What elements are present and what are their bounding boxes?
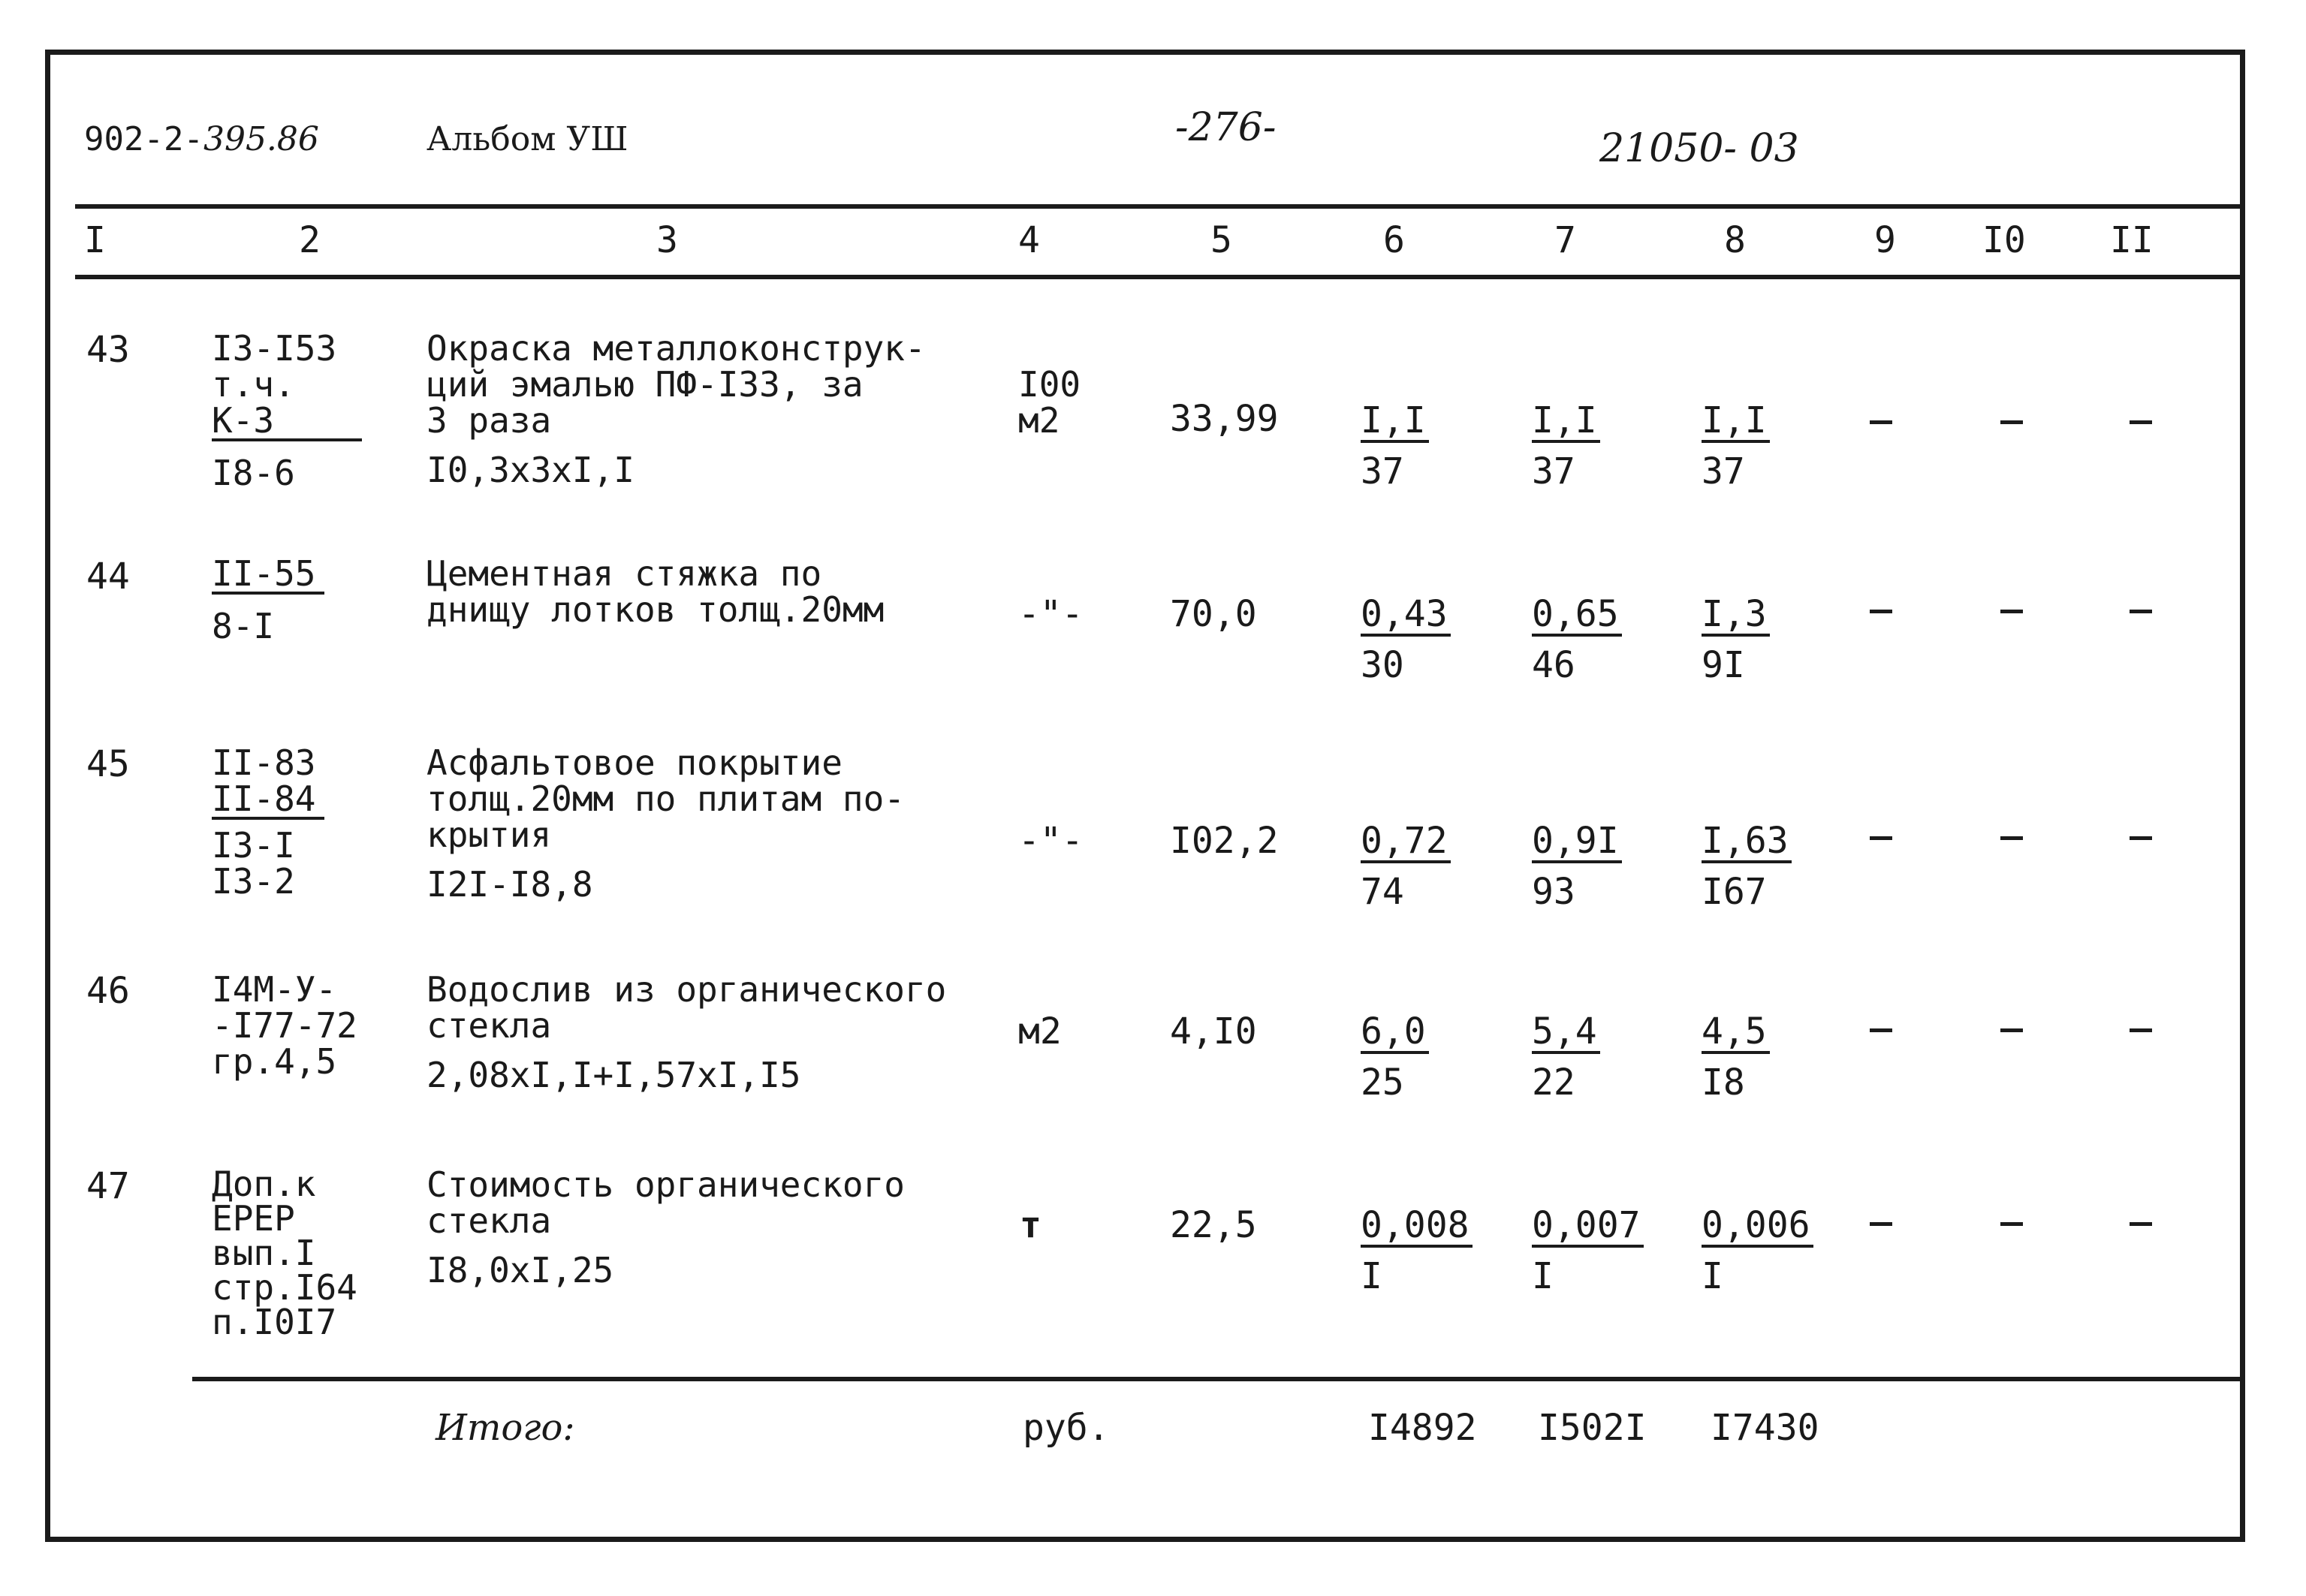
desc-line: днищу лотков толщ.20мм <box>427 589 885 630</box>
cost-col-6 <box>1361 395 1429 497</box>
cost-col-8 <box>1702 1200 1813 1302</box>
cost-col-8 <box>1702 815 1792 917</box>
empty-col-11 <box>2130 420 2152 424</box>
col-5: 5 <box>1210 219 1232 261</box>
unit: -"- <box>1018 820 1084 862</box>
fraction-top: I,3 <box>1702 595 1770 637</box>
fraction-bottom: I67 <box>1702 871 1767 913</box>
desc-line: Цементная стяжка по <box>427 553 822 594</box>
code-line: II-55 <box>212 556 324 595</box>
calc-formula: I8,0xI,25 <box>427 1250 614 1290</box>
code-line: II-84 <box>212 781 324 820</box>
empty-col-10 <box>2000 836 2023 840</box>
code-line: I3-2 <box>212 861 295 902</box>
col-1: I <box>84 219 106 261</box>
fraction-bottom: 37 <box>1532 450 1575 492</box>
quantity: 22,5 <box>1170 1204 1257 1246</box>
empty-col-9 <box>1870 836 1892 840</box>
fraction-top: 0,006 <box>1702 1206 1813 1248</box>
doc-suffix: 395.86 <box>203 120 319 158</box>
desc-line: Асфальтовое покрытие <box>427 742 843 783</box>
empty-col-9 <box>1870 1028 1892 1032</box>
col-4: 4 <box>1018 219 1040 261</box>
code-line: II-83 <box>212 742 316 783</box>
empty-col-10 <box>2000 420 2023 424</box>
empty-col-11 <box>2130 610 2152 613</box>
desc-line: Водослив из органического <box>427 969 947 1010</box>
empty-col-11 <box>2130 1028 2152 1032</box>
cost-col-8 <box>1702 589 1770 691</box>
cost-col-7 <box>1532 589 1622 691</box>
row-number: 43 <box>86 329 130 371</box>
desc-line: стекла <box>427 1200 552 1241</box>
fraction-bottom: 37 <box>1702 450 1745 492</box>
total-label: Итого: <box>436 1407 575 1449</box>
code-line: вып.I <box>212 1233 316 1273</box>
work-description <box>427 742 905 905</box>
calc-formula: I0,3x3xI,I <box>427 450 635 490</box>
fraction-bottom: 93 <box>1532 871 1575 913</box>
fraction-top: 0,007 <box>1532 1206 1644 1248</box>
cost-col-7 <box>1532 395 1600 497</box>
album-label: Альбом УШ <box>427 120 628 158</box>
fraction-top: 4,5 <box>1702 1012 1770 1054</box>
code-line: стр.I64 <box>212 1267 357 1308</box>
cost-col-6 <box>1361 1006 1429 1108</box>
fraction-top: 0,72 <box>1361 821 1451 863</box>
fraction-bottom: 22 <box>1532 1061 1575 1104</box>
fraction-bottom: 37 <box>1361 450 1404 492</box>
quantity: 70,0 <box>1170 593 1257 635</box>
empty-col-10 <box>2000 1222 2023 1226</box>
fraction-bottom: I <box>1532 1255 1554 1297</box>
col-6: 6 <box>1383 219 1405 261</box>
fraction-top: 0,9I <box>1532 821 1622 863</box>
empty-col-10 <box>2000 610 2023 613</box>
fraction-top: 6,0 <box>1361 1012 1429 1054</box>
unit: м2 <box>1018 1010 1062 1052</box>
code-line: п.I0I7 <box>212 1302 337 1342</box>
fraction-bottom: 9I <box>1702 644 1745 686</box>
code-line: -I77-72 <box>212 1005 357 1046</box>
norm-code <box>212 330 362 491</box>
fraction-top: 0,43 <box>1361 595 1451 637</box>
doc-prefix: 902-2- <box>84 120 203 158</box>
code-line: I8-6 <box>212 453 295 493</box>
calc-formula: 2,08xI,I+I,57xI,I5 <box>427 1055 801 1095</box>
empty-col-11 <box>2130 1222 2152 1226</box>
fraction-bottom: 74 <box>1361 871 1404 913</box>
norm-code <box>212 1164 357 1342</box>
fraction-bottom: I <box>1361 1255 1382 1297</box>
cost-col-6 <box>1361 815 1451 917</box>
empty-col-9 <box>1870 1222 1892 1226</box>
empty-col-10 <box>2000 1028 2023 1032</box>
desc-line: стекла <box>427 1005 552 1046</box>
unit: -"- <box>1018 593 1084 635</box>
empty-col-9 <box>1870 420 1892 424</box>
work-description <box>427 971 946 1093</box>
col-9: 9 <box>1874 219 1896 261</box>
unit <box>1018 364 1081 441</box>
code-line: гр.4,5 <box>212 1041 337 1082</box>
fraction-top: I,I <box>1532 401 1600 443</box>
fraction-bottom: I <box>1702 1255 1723 1297</box>
desc-line: Стоимость органического <box>427 1164 905 1205</box>
code-line: ЕРЕР <box>212 1198 295 1239</box>
code-line: 8-I <box>212 606 275 646</box>
calc-formula: I2I-I8,8 <box>427 864 593 905</box>
header-bottom-rule <box>75 275 2245 279</box>
col-10: I0 <box>1982 219 2026 261</box>
col-11: II <box>2110 219 2154 261</box>
page-frame <box>45 50 2245 1542</box>
row-number: 45 <box>86 743 130 785</box>
document-code: 21050- 03 <box>1599 126 1799 171</box>
row-number: 47 <box>86 1165 130 1207</box>
unit-line: м2 <box>1018 400 1060 441</box>
row-number: 46 <box>86 970 130 1012</box>
cost-col-8 <box>1702 395 1770 497</box>
total-col-8: I7430 <box>1711 1407 1819 1449</box>
col-2: 2 <box>299 219 321 261</box>
fraction-top: 5,4 <box>1532 1012 1600 1054</box>
total-unit: руб. <box>1023 1407 1110 1449</box>
desc-line: Окраска металлоконструк- <box>427 328 926 369</box>
code-line: К-3 <box>212 402 362 441</box>
total-col-7: I502I <box>1538 1407 1647 1449</box>
code-line: I3-I53 <box>212 328 337 369</box>
desc-line: 3 раза <box>427 400 552 441</box>
quantity: 33,99 <box>1170 398 1279 440</box>
empty-col-11 <box>2130 836 2152 840</box>
cost-col-6 <box>1361 589 1451 691</box>
code-line: Доп.к <box>212 1164 316 1204</box>
code-line: I3-I <box>212 825 295 866</box>
norm-code <box>212 971 357 1080</box>
quantity: 4,I0 <box>1170 1010 1257 1052</box>
header-top-rule <box>75 204 2245 209</box>
desc-line: крытия <box>427 815 552 855</box>
cost-col-7 <box>1532 1200 1644 1302</box>
fraction-top: I,63 <box>1702 821 1792 863</box>
fraction-top: 0,008 <box>1361 1206 1473 1248</box>
quantity: I02,2 <box>1170 820 1279 862</box>
norm-code <box>212 553 324 646</box>
cost-col-7 <box>1532 1006 1600 1108</box>
fraction-top: 0,65 <box>1532 595 1622 637</box>
unit-line: I00 <box>1018 364 1081 405</box>
page-number: -276- <box>1175 105 1277 150</box>
code-line: I4М-У- <box>212 969 337 1010</box>
fraction-bottom: 25 <box>1361 1061 1404 1104</box>
fraction-top: I,I <box>1702 401 1770 443</box>
fraction-bottom: 30 <box>1361 644 1404 686</box>
fraction-bottom: 46 <box>1532 644 1575 686</box>
desc-line: толщ.20мм по плитам по- <box>427 778 905 819</box>
fraction-bottom: I8 <box>1702 1061 1745 1104</box>
norm-code <box>212 742 324 902</box>
total-col-6: I4892 <box>1368 1407 1477 1449</box>
work-description <box>427 1164 905 1290</box>
col-8: 8 <box>1724 219 1746 261</box>
col-7: 7 <box>1554 219 1576 261</box>
code-line: т.ч. <box>212 364 295 405</box>
fraction-top: I,I <box>1361 401 1429 443</box>
cost-col-7 <box>1532 815 1622 917</box>
desc-line: ций эмалью ПФ-I33, за <box>427 364 864 405</box>
unit: т <box>1020 1204 1041 1246</box>
work-description <box>427 330 926 488</box>
empty-col-9 <box>1870 610 1892 613</box>
total-rule <box>192 1377 2245 1381</box>
work-description <box>427 553 885 630</box>
cost-col-6 <box>1361 1200 1473 1302</box>
cost-col-8 <box>1702 1006 1770 1108</box>
doc-number <box>84 120 319 158</box>
col-3: 3 <box>656 219 678 261</box>
row-number: 44 <box>86 556 130 598</box>
